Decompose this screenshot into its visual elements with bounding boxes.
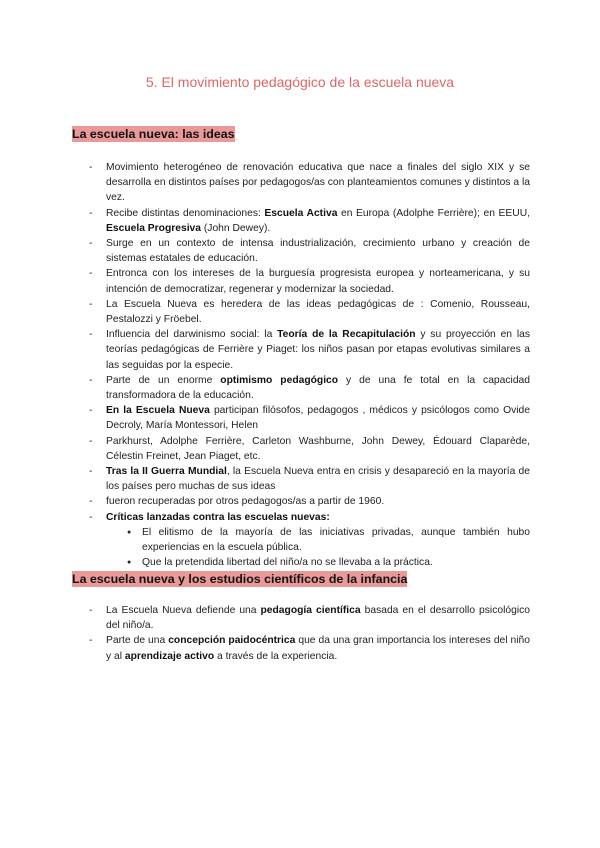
sublist-item: ● Que la pretendida libertad del niño/a no se llevaba a la práctica. xyxy=(72,555,530,570)
list-item: - Parkhurst, Adolphe Ferrière, Carleton Washburne, John Dewey, Édouard Claparède, Célestin Freinet, Jean Piaget, etc. xyxy=(72,434,530,464)
criticisms-sublist xyxy=(106,525,530,571)
list-item: - Entronca con los intereses de la burguesía progresista europea y norteamericana, y su intención de democratizar, regenerar y modernizar la sociedad. xyxy=(72,266,530,296)
list-item: - Parte de un enorme optimismo pedagógico y de una fe total en la capacidad transformadora de la educación. xyxy=(72,373,530,403)
document-title: 5. El movimiento pedagógico de la escuela nueva xyxy=(145,74,455,90)
sublist-item: ● El elitismo de la mayoría de las iniciativas privadas, aunque también hubo experiencias en la escuela pública. xyxy=(72,525,530,555)
scientific-studies-list xyxy=(72,603,530,664)
list-item: - La Escuela Nueva defiende una pedagogía científica basada en el desarrollo psicológico del niño/a. xyxy=(72,603,530,633)
section-heading-scientific-studies: La escuela nueva y los estudios científicos de la infancia xyxy=(72,572,408,586)
list-item: - Tras la II Guerra Mundial, la Escuela Nueva entra en crisis y desapareció en la mayoría de los países pero muchas de sus ideas xyxy=(72,464,530,494)
ideas-list xyxy=(72,160,530,570)
list-item: - fueron recuperadas por otros pedagogos/as a partir de 1960. xyxy=(72,494,530,509)
list-item: - Influencia del darwinismo social: la Teoría de la Recapitulación y su proyección en las teorías pedagógicas de Ferrière y Piaget: los niños pasan por etapas evolutivas similares a las seguidas por la especie. xyxy=(72,327,530,373)
list-item: - Críticas lanzadas contra las escuelas nuevas: ● El elitismo de la mayoría de las iniciativas privadas, aunque también hubo experiencias en la escuela pública. ● Que la pretendida libertad del niño/a no se llevaba a la práctica. xyxy=(72,510,530,571)
section-heading-ideas: La escuela nueva: las ideas xyxy=(72,127,235,141)
list-item: - Movimiento heterogéneo de renovación educativa que nace a finales del siglo XIX y se desarrolla en distintos países por pedagogos/as con planteamientos comunes y distintos a la vez. xyxy=(72,160,530,206)
list-item: - Recibe distintas denominaciones: Escuela Activa en Europa (Adolphe Ferrière); en EEUU, Escuela Progresiva (John Dewey). xyxy=(72,206,530,236)
list-item: - En la Escuela Nueva participan filósofos, pedagogos , médicos y psicólogos como Ovide Decroly, María Montessori, Helen xyxy=(72,403,530,433)
list-item: - Parte de una concepción paidocéntrica que da una gran importancia los intereses del niño y al aprendizaje activo a través de la experiencia. xyxy=(72,633,530,663)
list-item: - Surge en un contexto de intensa industrialización, crecimiento urbano y creación de sistemas estatales de educación. xyxy=(72,236,530,266)
list-item: - La Escuela Nueva es heredera de las ideas pedagógicas de : Comenio, Rousseau, Pestalozzi y Fröebel. xyxy=(72,297,530,327)
